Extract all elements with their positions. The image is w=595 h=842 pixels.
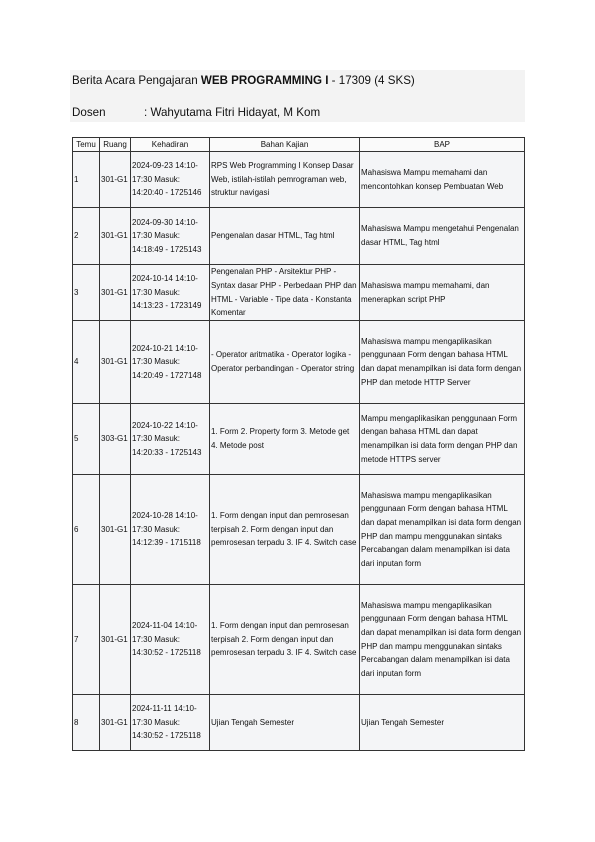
bahan-kajian-cell: 1. Form dengan input dan pemrosesan terpisah 2. Form dengan input dan pemrosesan terpadu 3. IF 4. Switch case [210,475,360,585]
temu-cell: 3 [73,265,100,321]
bap-cell: Mahasiswa mampu memahami, dan menerapkan script PHP [360,265,525,321]
temu-cell: 7 [73,585,100,695]
bap-cell: Ujian Tengah Semester [360,695,525,751]
table-row [73,265,525,321]
bap-cell: Mahasiswa Mampu memahami dan mencontohkan konsep Pembuatan Web [360,152,525,208]
bahan-kajian-cell: Pengenalan PHP - Arsitektur PHP - Syntax dasar PHP - Perbedaan PHP dan HTML - Variable - Tipe data - Konstanta Komentar [210,265,360,321]
lecturer-label: Dosen [72,106,106,119]
ruang-cell: 301-G1 [100,585,131,695]
table-row [73,208,525,265]
kehadiran-cell: 2024-10-22 14:10-17:30 Masuk: 14:20:33 - 1725143 [131,404,210,475]
table-header-row [73,138,525,152]
temu-cell: 8 [73,695,100,751]
ruang-cell: 301-G1 [100,152,131,208]
document-header [70,70,525,122]
kehadiran-cell: 2024-09-23 14:10-17:30 Masuk: 14:20:40 - 1725146 [131,152,210,208]
column-header-kehadiran: Kehadiran [131,138,210,152]
ruang-cell: 301-G1 [100,265,131,321]
bahan-kajian-cell: - Operator aritmatika - Operator logika - Operator perbandingan - Operator string [210,321,360,404]
course-name: WEB PROGRAMMING I [200,74,329,87]
column-header-bahan-kajian: Bahan Kajian [210,138,360,152]
temu-cell: 1 [73,152,100,208]
ruang-cell: 303-G1 [100,404,131,475]
ruang-cell: 301-G1 [100,208,131,265]
table-row [73,404,525,475]
attendance-table [72,137,525,751]
bahan-kajian-cell: RPS Web Programming I Konsep Dasar Web, istilah-istilah pemrograman web, struktur navigasi [210,152,360,208]
bap-cell: Mahasiswa mampu mengaplikasikan penggunaan Form dengan bahasa HTML dan dapat menampilkan isi data form dengan PHP dan metode HTTP Server [360,321,525,404]
bahan-kajian-cell: 1. Form 2. Property form 3. Metode get 4. Metode post [210,404,360,475]
lecturer-line [72,106,320,119]
column-header-temu: Temu [73,138,100,152]
ruang-cell: 301-G1 [100,321,131,404]
bahan-kajian-cell: 1. Form dengan input dan pemrosesan terpisah 2. Form dengan input dan pemrosesan terpadu 3. IF 4. Switch case [210,585,360,695]
table-row [73,695,525,751]
temu-cell: 4 [73,321,100,404]
table-row [73,475,525,585]
kehadiran-cell: 2024-11-04 14:10-17:30 Masuk: 14:30:52 - 1725118 [131,585,210,695]
temu-cell: 2 [73,208,100,265]
table-row [73,321,525,404]
table-row [73,152,525,208]
lecturer-name: : Wahyutama Fitri Hidayat, M Kom [144,106,321,119]
bahan-kajian-cell: Pengenalan dasar HTML, Tag html [210,208,360,265]
kehadiran-cell: 2024-10-21 14:10-17:30 Masuk: 14:20:49 - 1727148 [131,321,210,404]
column-header-ruang: Ruang [100,138,131,152]
bap-cell: Mahasiswa mampu mengaplikasikan penggunaan Form dengan bahasa HTML dan dapat menampilkan isi data form dengan PHP dan mampu menggunakan sintaks Percabangan dalam menampilkan isi data dari inputan form [360,475,525,585]
ruang-cell: 301-G1 [100,695,131,751]
document-title [72,74,415,87]
kehadiran-cell: 2024-10-28 14:10-17:30 Masuk: 14:12:39 - 1715118 [131,475,210,585]
column-header-bap: BAP [360,138,525,152]
kehadiran-cell: 2024-11-11 14:10-17:30 Masuk: 14:30:52 - 1725118 [131,695,210,751]
bahan-kajian-cell: Ujian Tengah Semester [210,695,360,751]
kehadiran-cell: 2024-10-14 14:10-17:30 Masuk: 14:13:23 - 1723149 [131,265,210,321]
kehadiran-cell: 2024-09-30 14:10-17:30 Masuk: 14:18:49 - 1725143 [131,208,210,265]
title-suffix: - 17309 (4 SKS) [328,74,415,87]
ruang-cell: 301-G1 [100,475,131,585]
temu-cell: 6 [73,475,100,585]
bap-cell: Mahasiswa Mampu mengetahui Pengenalan dasar HTML, Tag html [360,208,525,265]
temu-cell: 5 [73,404,100,475]
bap-cell: Mampu mengaplikasikan penggunaan Form dengan bahasa HTML dan dapat menampilkan isi data form dengan PHP dan metode HTTPS server [360,404,525,475]
bap-cell: Mahasiswa mampu mengaplikasikan penggunaan Form dengan bahasa HTML dan dapat menampilkan isi data form dengan PHP dan mampu menggunakan sintaks Percabangan dalam menampilkan isi data dari inputan form [360,585,525,695]
title-prefix: Berita Acara Pengajaran [72,74,201,87]
table-row [73,585,525,695]
